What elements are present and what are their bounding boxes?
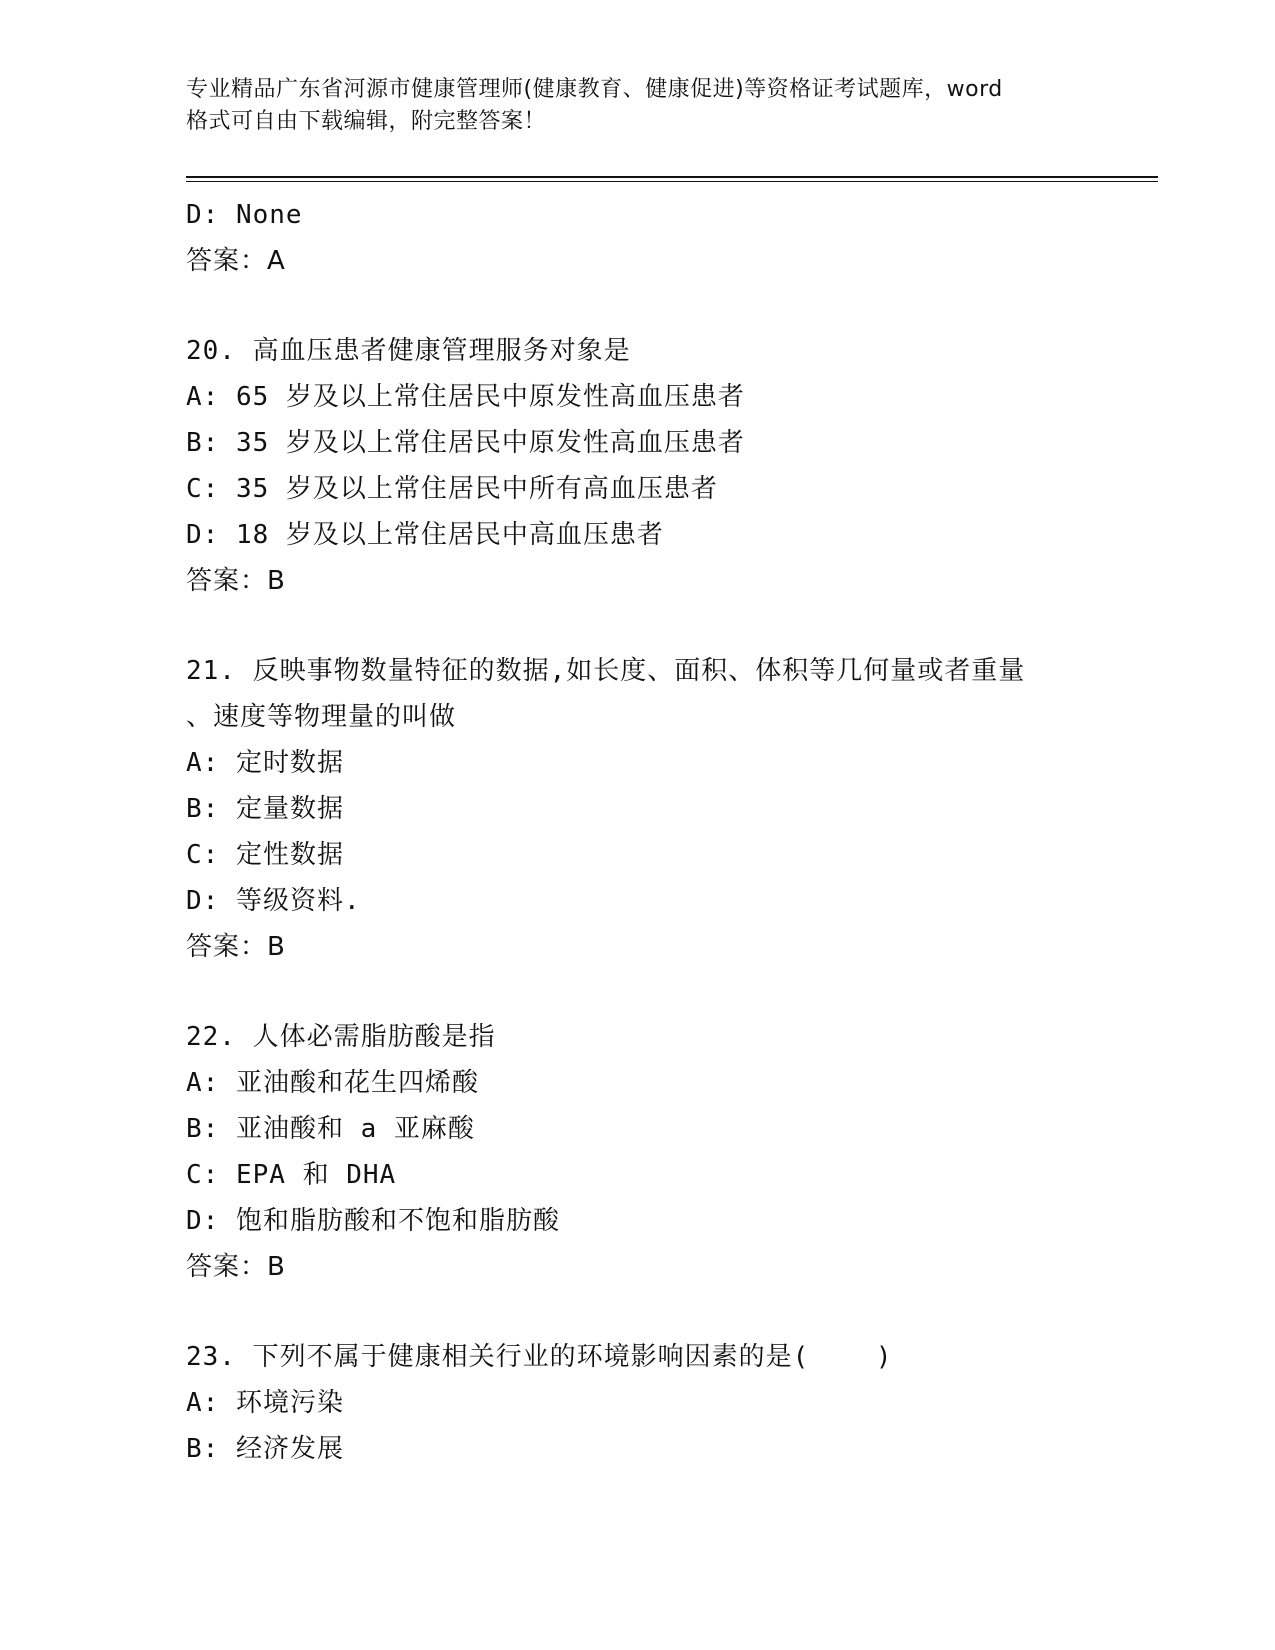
question-stem-continued: 、速度等物理量的叫做 <box>186 702 457 732</box>
option-d: D: None <box>186 200 303 230</box>
option-c: C: 35 岁及以上常住居民中所有高血压患者 <box>186 474 718 504</box>
header-line-1: 专业精品广东省河源市健康管理师(健康教育、健康促进)等资格证考试题库，word <box>186 77 1003 102</box>
option-d: D: 18 岁及以上常住居民中高血压患者 <box>186 520 664 550</box>
option-a: A: 65 岁及以上常住居民中原发性高血压患者 <box>186 382 745 412</box>
option-c: C: EPA 和 DHA <box>186 1160 397 1190</box>
question-stem: 23. 下列不属于健康相关行业的环境影响因素的是( ) <box>186 1342 893 1372</box>
header-rule-thin <box>186 181 1158 182</box>
question-stem: 21. 反映事物数量特征的数据,如长度、面积、体积等几何量或者重量 <box>186 656 1026 686</box>
option-b: B: 亚油酸和 a 亚麻酸 <box>186 1114 475 1144</box>
option-b: B: 定量数据 <box>186 794 344 824</box>
question-21 <box>186 648 1086 970</box>
answer-line: 答案：B <box>186 566 286 596</box>
answer-line: 答案：B <box>186 1252 286 1282</box>
question-list <box>186 192 1086 1472</box>
option-d: D: 等级资料. <box>186 886 361 916</box>
question-22 <box>186 1014 1086 1290</box>
question-23 <box>186 1334 1086 1472</box>
option-b: B: 经济发展 <box>186 1434 344 1464</box>
header-line-2: 格式可自由下载编辑，附完整答案！ <box>186 109 547 134</box>
question-stem: 22. 人体必需脂肪酸是指 <box>186 1022 496 1052</box>
answer-line: 答案：B <box>186 932 286 962</box>
question-19-tail <box>186 192 1086 284</box>
option-c: C: 定性数据 <box>186 840 344 870</box>
question-stem: 20. 高血压患者健康管理服务对象是 <box>186 336 631 366</box>
answer-line: 答案：A <box>186 246 286 276</box>
document-header <box>186 74 1086 138</box>
option-b: B: 35 岁及以上常住居民中原发性高血压患者 <box>186 428 745 458</box>
option-a: A: 环境污染 <box>186 1388 344 1418</box>
option-d: D: 饱和脂肪酸和不饱和脂肪酸 <box>186 1206 560 1236</box>
option-a: A: 定时数据 <box>186 748 344 778</box>
question-20 <box>186 328 1086 604</box>
header-rule-thick <box>186 176 1158 178</box>
option-a: A: 亚油酸和花生四烯酸 <box>186 1068 479 1098</box>
